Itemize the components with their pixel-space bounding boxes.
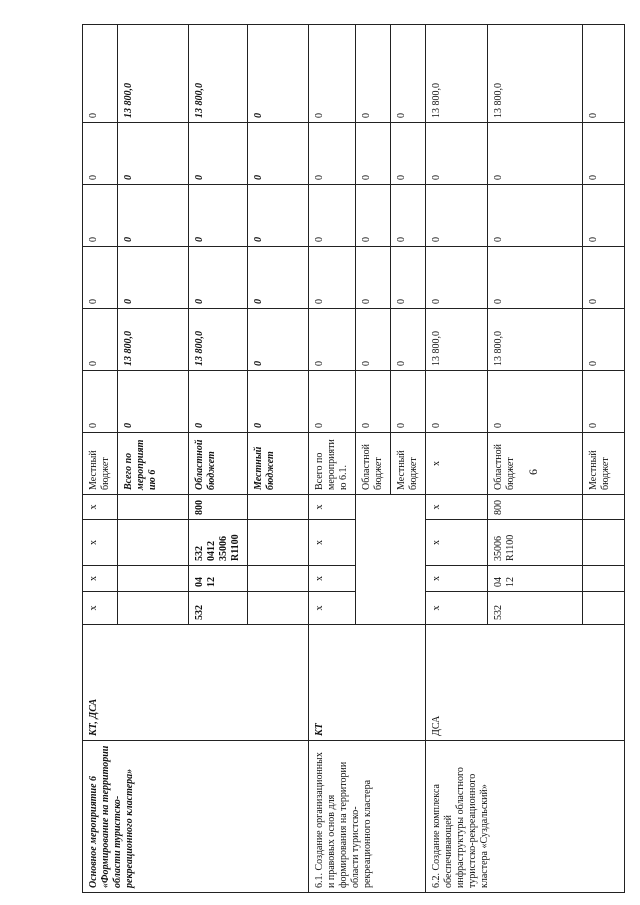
value-cell: 13 800,0: [118, 25, 189, 123]
source-cell: Областной бюджет: [189, 433, 248, 495]
source-cell: Всего по мероприяти ю 6.1.: [309, 433, 356, 495]
csr-cell: x: [309, 520, 356, 566]
value-cell: 0: [356, 123, 391, 185]
grbs-cell: x: [426, 592, 488, 625]
value-cell: 0: [426, 185, 488, 247]
value-cell: 0: [248, 185, 309, 247]
value-cell: 0: [391, 371, 426, 433]
value-cell: 0: [309, 247, 356, 309]
source-cell: Местный бюджет: [391, 433, 426, 495]
page-number: 6: [526, 469, 540, 475]
grbs-cell: [118, 592, 189, 625]
grbs-cell: [248, 592, 309, 625]
rzpr-cell: 04 12: [488, 566, 583, 592]
rotated-page: [82, 25, 611, 893]
value-cell: 0: [488, 247, 583, 309]
grbs-cell: 532: [189, 592, 248, 625]
csr-cell: 35006 R1100: [488, 520, 583, 566]
value-cell: 0: [118, 247, 189, 309]
value-cell: 0: [488, 371, 583, 433]
rzpr-cell: [583, 566, 625, 592]
value-cell: 0: [356, 247, 391, 309]
csr-cell: [583, 520, 625, 566]
value-cell: 0: [83, 185, 118, 247]
rzpr-cell: x: [309, 566, 356, 592]
value-cell: 0: [583, 185, 625, 247]
value-cell: 0: [309, 371, 356, 433]
rzpr-cell: [118, 566, 189, 592]
csr-cell: x: [426, 520, 488, 566]
source-cell: x: [426, 433, 488, 495]
executor-cell: КТ, ДСА: [83, 625, 309, 741]
value-cell: 0: [83, 25, 118, 123]
value-cell: 0: [189, 185, 248, 247]
value-cell: 0: [583, 309, 625, 371]
csr-cell: 532 0412 35006 R1100: [189, 520, 248, 566]
value-cell: 0: [583, 247, 625, 309]
value-cell: 13 800,0: [488, 25, 583, 123]
value-cell: 0: [189, 371, 248, 433]
vr-cell: 800: [189, 495, 248, 520]
value-cell: 0: [356, 371, 391, 433]
value-cell: 0: [391, 309, 426, 371]
source-cell: Местный бюджет: [583, 433, 625, 495]
value-cell: 0: [248, 25, 309, 123]
value-cell: 0: [248, 309, 309, 371]
table-row: [83, 25, 118, 893]
value-cell: 0: [248, 247, 309, 309]
value-cell: 0: [391, 247, 426, 309]
source-cell: Областной бюджет: [356, 433, 391, 495]
value-cell: 0: [83, 123, 118, 185]
value-cell: 0: [488, 185, 583, 247]
source-cell: Областной бюджет: [488, 433, 583, 495]
value-cell: 0: [83, 371, 118, 433]
rzpr-cell: 04 12: [189, 566, 248, 592]
value-cell: 0: [189, 247, 248, 309]
value-cell: 0: [583, 25, 625, 123]
rzpr-cell: x: [426, 566, 488, 592]
value-cell: 0: [583, 371, 625, 433]
grbs-cell: x: [83, 592, 118, 625]
source-cell: Всего по мероприят ию 6: [118, 433, 189, 495]
value-cell: 13 800,0: [118, 309, 189, 371]
value-cell: 0: [83, 309, 118, 371]
executor-cell: КТ: [309, 625, 426, 741]
value-cell: 0: [391, 185, 426, 247]
value-cell: 0: [583, 123, 625, 185]
value-cell: 0: [309, 25, 356, 123]
value-cell: 0: [189, 123, 248, 185]
vr-cell: x: [426, 495, 488, 520]
value-cell: 0: [488, 123, 583, 185]
value-cell: 0: [426, 247, 488, 309]
csr-cell: [248, 520, 309, 566]
value-cell: 0: [426, 123, 488, 185]
vr-cell: 800: [488, 495, 583, 520]
vr-cell: [118, 495, 189, 520]
budget-table: [82, 24, 625, 893]
value-cell: 13 800,0: [488, 309, 583, 371]
value-cell: 13 800,0: [189, 25, 248, 123]
value-cell: 0: [118, 185, 189, 247]
vr-cell: [583, 495, 625, 520]
activity-name-6: Основное мероприятие 6 «Формирование на территории области туристско-рекреационного кластера»: [83, 741, 309, 893]
value-cell: 13 800,0: [189, 309, 248, 371]
value-cell: 0: [118, 123, 189, 185]
activity-name-6-1: 6.1. Создание организационных и правовых основ для формирования на территории области туристско-рекреационного кластера: [309, 741, 426, 893]
source-cell: Местный бюджет: [248, 433, 309, 495]
source-cell: Местный бюджет: [83, 433, 118, 495]
value-cell: 0: [118, 371, 189, 433]
table-row: [426, 25, 488, 893]
vr-cell: x: [309, 495, 356, 520]
value-cell: 0: [356, 185, 391, 247]
value-cell: 0: [248, 371, 309, 433]
vr-cell: x: [83, 495, 118, 520]
csr-cell: [118, 520, 189, 566]
rzpr-cell: x: [83, 566, 118, 592]
value-cell: 0: [356, 25, 391, 123]
executor-cell: ДСА: [426, 625, 625, 741]
value-cell: 13 800,0: [426, 25, 488, 123]
grbs-cell: x: [309, 592, 356, 625]
value-cell: 13 800,0: [426, 309, 488, 371]
value-cell: 0: [309, 185, 356, 247]
value-cell: 0: [391, 123, 426, 185]
value-cell: 0: [309, 309, 356, 371]
value-cell: 0: [83, 247, 118, 309]
rzpr-cell: [248, 566, 309, 592]
value-cell: 0: [309, 123, 356, 185]
vr-cell: [248, 495, 309, 520]
value-cell: 0: [391, 25, 426, 123]
activity-name-6-2: 6.2. Создание комплекса обеспечивающей инфраструктуры областного туристско-рекреационного кластера «Суздальский»: [426, 741, 625, 893]
grbs-cell: 532: [488, 592, 583, 625]
table-row: [309, 25, 356, 893]
value-cell: 0: [248, 123, 309, 185]
grbs-cell: [583, 592, 625, 625]
csr-cell: x: [83, 520, 118, 566]
empty-code-cell: [356, 495, 426, 625]
value-cell: 0: [356, 309, 391, 371]
value-cell: 0: [426, 371, 488, 433]
